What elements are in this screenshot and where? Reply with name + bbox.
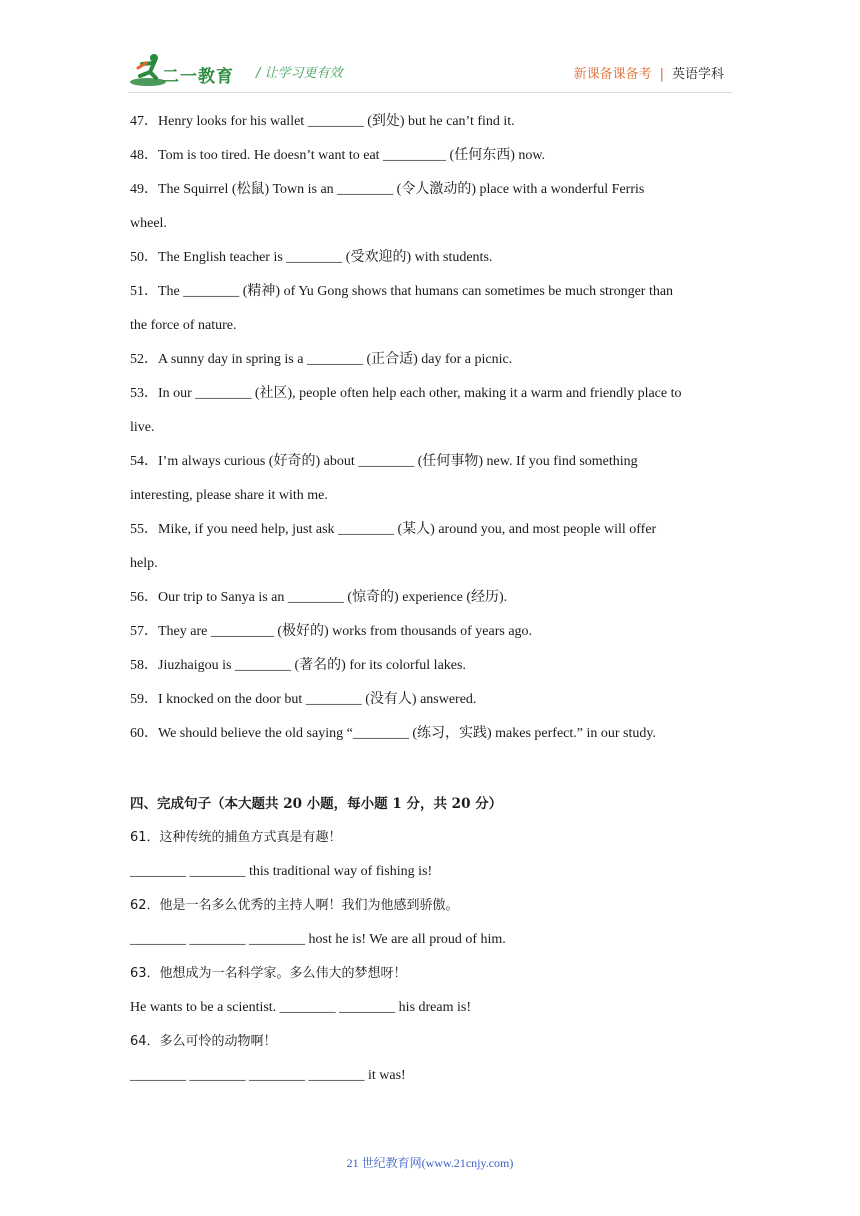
question-62-prompt: 62．他是一名多么优秀的主持人啊！我们为他感到骄傲。	[130, 898, 459, 913]
header-right	[574, 63, 724, 82]
question-61-answer: ________ ________ this traditional way of fishing is!	[130, 864, 433, 879]
question-64-prompt: 64．多么可怜的动物啊！	[130, 1034, 277, 1049]
question-58: 58．Jiuzhaigou is ________ (著名的) for its colorful lakes.	[130, 658, 466, 673]
question-57: 57．They are _________ (极好的) works from thousands of years ago.	[130, 624, 533, 639]
question-61-prompt: 61．这种传统的捕鱼方式真是有趣！	[130, 830, 342, 845]
question-63-prompt: 63．他想成为一名科学家。多么伟大的梦想呀！	[130, 966, 407, 981]
question-48: 48．Tom is too tired. He doesn’t want to eat _________ (任何东西) now.	[130, 148, 546, 163]
question-53: 53．In our ________ (社区), people often help each other, making it a warm and friendly place to	[130, 386, 682, 401]
question-64-answer: ________ ________ ________ ________ it was!	[130, 1068, 406, 1083]
document-body	[130, 105, 735, 1093]
section-4-title: 四、完成句子（本大题共 20 小题，每小题 1 分，共 20 分）	[130, 796, 503, 812]
logo-text: 二一教育	[162, 67, 234, 87]
header-tagline: 新课备课备考	[573, 67, 652, 82]
header-divider	[128, 92, 732, 93]
question-55-cont: help.	[130, 556, 158, 571]
slogan: / 让学习更有效	[256, 66, 343, 81]
question-47: 47．Henry looks for his wallet ________ (到处) but he can’t find it.	[130, 114, 515, 129]
question-54: 54．I’m always curious (好奇的) about ________ (任何事物) new. If you find something	[130, 454, 638, 469]
question-49: 49．The Squirrel (松鼠) Town is an ________ (令人激动的) place with a wonderful Ferris	[130, 182, 645, 197]
question-54-cont: interesting, please share it with me.	[130, 488, 328, 503]
question-49-cont: wheel.	[130, 216, 167, 231]
section-gap	[130, 751, 735, 787]
question-51: 51．The ________ (精神) of Yu Gong shows that humans can sometimes be much stronger than	[130, 284, 674, 299]
header-separator: |	[659, 67, 664, 82]
question-55: 55．Mike, if you need help, just ask ________ (某人) around you, and most people will offer	[130, 522, 657, 537]
question-53-cont: live.	[130, 420, 155, 435]
question-52: 52．A sunny day in spring is a ________ (正合适) day for a picnic.	[130, 352, 513, 367]
page-footer: 21 世纪教育网(www.21cnjy.com)	[346, 1156, 514, 1170]
question-50: 50．The English teacher is ________ (受欢迎的) with students.	[130, 250, 493, 265]
question-63-answer: He wants to be a scientist. ________ ________ his dream is!	[130, 1000, 472, 1015]
logo	[128, 52, 248, 92]
header-subject: 英语学科	[671, 67, 724, 82]
question-51-cont: the force of nature.	[130, 318, 237, 333]
page-header	[0, 0, 860, 100]
question-60: 60．We should believe the old saying “________ (练习，实践) makes perfect.” in our study.	[130, 726, 656, 741]
question-62-answer: ________ ________ ________ host he is! We are all proud of him.	[130, 932, 506, 947]
question-56: 56．Our trip to Sanya is an ________ (惊奇的) experience (经历).	[130, 590, 508, 605]
question-59: 59．I knocked on the door but ________ (没有人) answered.	[130, 692, 477, 707]
